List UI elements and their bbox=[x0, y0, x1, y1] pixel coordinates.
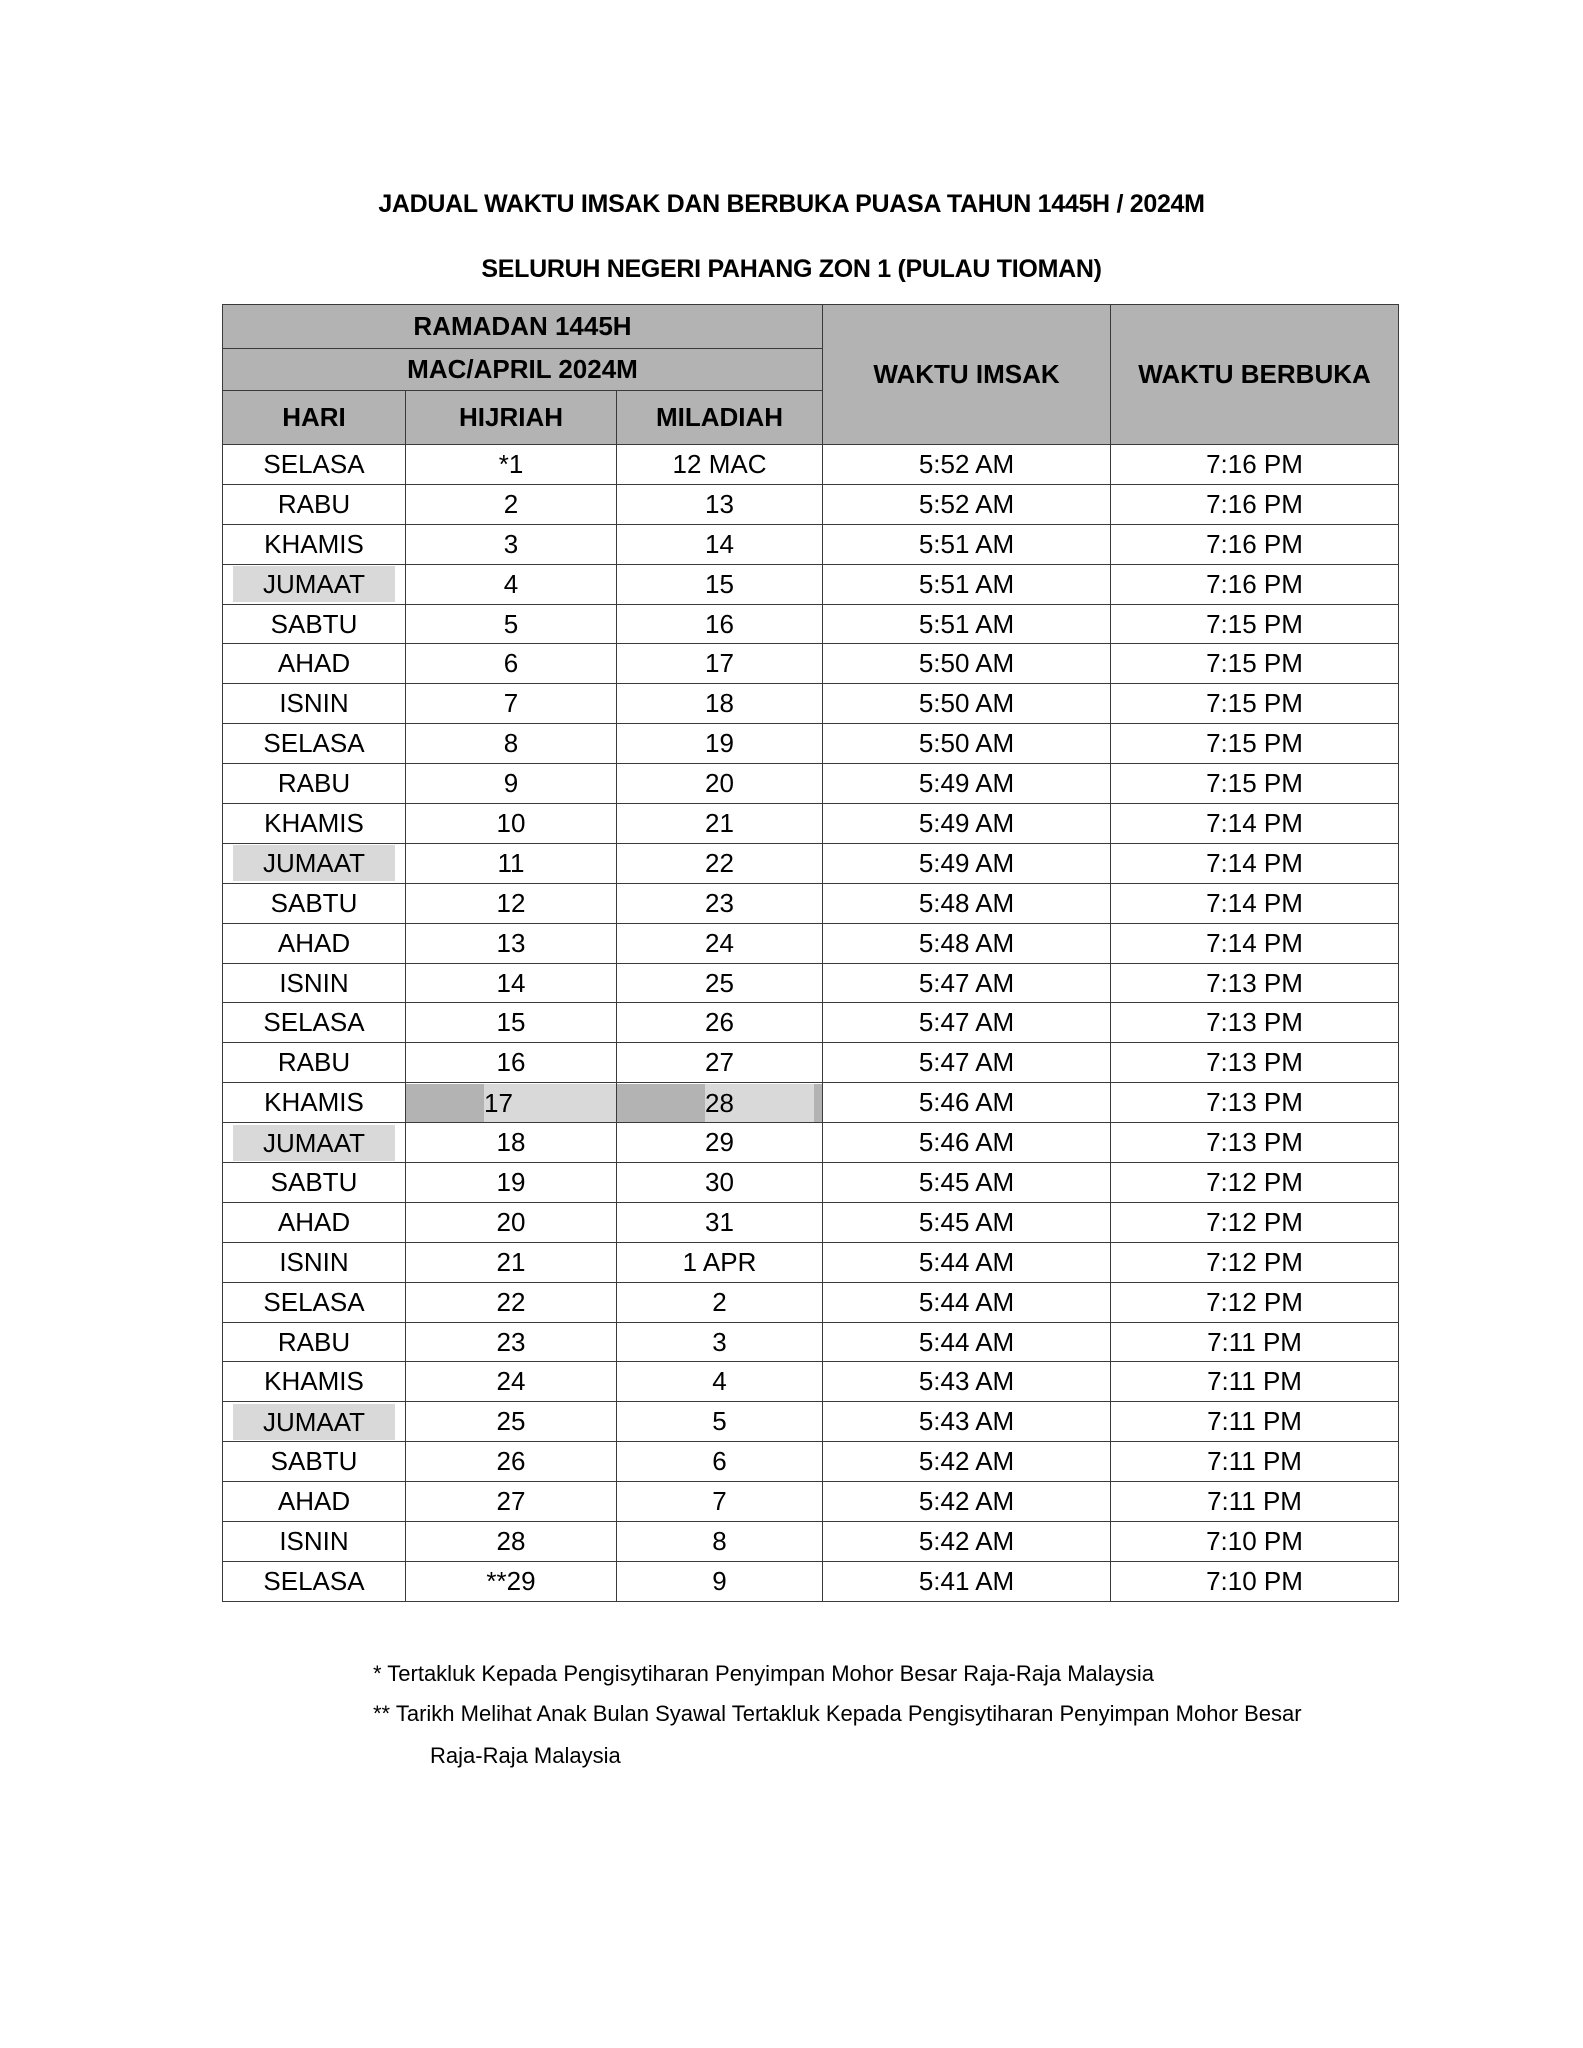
cell-imsak: 5:43 AM bbox=[823, 1402, 1111, 1442]
cell-imsak: 5:51 AM bbox=[823, 564, 1111, 604]
cell-hijriah: 2 bbox=[406, 484, 617, 524]
friday-highlight: JUMAAT bbox=[233, 1125, 395, 1161]
cell-berbuka: 7:12 PM bbox=[1111, 1282, 1399, 1322]
cell-imsak: 5:45 AM bbox=[823, 1163, 1111, 1203]
footnote-single-asterisk: * Tertakluk Kepada Pengisytiharan Penyimpan Mohor Besar Raja-Raja Malaysia bbox=[373, 1661, 1154, 1686]
cell-hijriah: 9 bbox=[406, 764, 617, 804]
cell-imsak: 5:42 AM bbox=[823, 1442, 1111, 1482]
cell-imsak: 5:42 AM bbox=[823, 1522, 1111, 1562]
cell-miladiah: 13 bbox=[617, 484, 823, 524]
cell-imsak: 5:52 AM bbox=[823, 484, 1111, 524]
selection-edge bbox=[814, 1084, 822, 1122]
document-subtitle: SELURUH NEGERI PAHANG ZON 1 (PULAU TIOMAN) bbox=[481, 255, 1102, 283]
cell-imsak: 5:46 AM bbox=[823, 1123, 1111, 1163]
header-month-year: MAC/APRIL 2024M bbox=[223, 349, 823, 391]
cell-miladiah: 14 bbox=[617, 524, 823, 564]
cell-miladiah: 8 bbox=[617, 1522, 823, 1562]
cell-berbuka: 7:15 PM bbox=[1111, 644, 1399, 684]
table-row bbox=[223, 1402, 1399, 1442]
cell-hari: AHAD bbox=[223, 1202, 406, 1242]
table-row bbox=[223, 1522, 1399, 1562]
cell-hari: RABU bbox=[223, 484, 406, 524]
cell-berbuka: 7:13 PM bbox=[1111, 1043, 1399, 1083]
header-ramadan: RAMADAN 1445H bbox=[223, 305, 823, 349]
cell-hijriah: 18 bbox=[406, 1123, 617, 1163]
table-row bbox=[223, 644, 1399, 684]
cell-hijriah: 21 bbox=[406, 1242, 617, 1282]
table-row bbox=[223, 1442, 1399, 1482]
cell-hijriah: 20 bbox=[406, 1202, 617, 1242]
cell-hari: KHAMIS bbox=[223, 1362, 406, 1402]
cell-berbuka: 7:16 PM bbox=[1111, 484, 1399, 524]
cell-imsak: 5:44 AM bbox=[823, 1282, 1111, 1322]
cell-hari: AHAD bbox=[223, 923, 406, 963]
cell-hijriah: 23 bbox=[406, 1322, 617, 1362]
cell-miladiah: 12 MAC bbox=[617, 445, 823, 485]
cell-berbuka: 7:11 PM bbox=[1111, 1322, 1399, 1362]
header-hari: HARI bbox=[223, 391, 406, 445]
cell-miladiah bbox=[617, 1083, 823, 1123]
table-row bbox=[223, 764, 1399, 804]
cell-imsak: 5:45 AM bbox=[823, 1202, 1111, 1242]
table-row bbox=[223, 1123, 1399, 1163]
table-row bbox=[223, 1043, 1399, 1083]
table-row bbox=[223, 923, 1399, 963]
cell-miladiah: 24 bbox=[617, 923, 823, 963]
footnote-double-asterisk: ** Tarikh Melihat Anak Bulan Syawal Tertakluk Kepada Pengisytiharan Penyimpan Mohor Besar bbox=[373, 1701, 1302, 1726]
cell-berbuka: 7:12 PM bbox=[1111, 1163, 1399, 1203]
cell-miladiah: 17 bbox=[617, 644, 823, 684]
schedule-body bbox=[223, 445, 1399, 1602]
table-row bbox=[223, 804, 1399, 844]
cell-berbuka: 7:12 PM bbox=[1111, 1202, 1399, 1242]
cell-miladiah: 27 bbox=[617, 1043, 823, 1083]
cell-berbuka: 7:13 PM bbox=[1111, 963, 1399, 1003]
highlighted-cell bbox=[406, 1084, 616, 1122]
friday-highlight: JUMAAT bbox=[233, 845, 395, 881]
cell-hijriah: 8 bbox=[406, 724, 617, 764]
cell-berbuka: 7:11 PM bbox=[1111, 1482, 1399, 1522]
cell-value: 17 bbox=[484, 1084, 616, 1122]
cell-hari: SABTU bbox=[223, 883, 406, 923]
cell-miladiah: 9 bbox=[617, 1561, 823, 1601]
cell-imsak: 5:51 AM bbox=[823, 524, 1111, 564]
table-row bbox=[223, 724, 1399, 764]
cell-hari: SABTU bbox=[223, 1442, 406, 1482]
cell-berbuka: 7:10 PM bbox=[1111, 1561, 1399, 1601]
cell-miladiah: 1 APR bbox=[617, 1242, 823, 1282]
cell-hari: ISNIN bbox=[223, 1242, 406, 1282]
document-title: JADUAL WAKTU IMSAK DAN BERBUKA PUASA TAHUN 1445H / 2024M bbox=[378, 190, 1205, 218]
cell-berbuka: 7:15 PM bbox=[1111, 604, 1399, 644]
cell-berbuka: 7:15 PM bbox=[1111, 684, 1399, 724]
cell-miladiah: 20 bbox=[617, 764, 823, 804]
cell-hijriah: 25 bbox=[406, 1402, 617, 1442]
cell-hari: RABU bbox=[223, 1043, 406, 1083]
cell-miladiah: 31 bbox=[617, 1202, 823, 1242]
cell-hijriah bbox=[406, 1083, 617, 1123]
table-row bbox=[223, 1362, 1399, 1402]
cell-imsak: 5:50 AM bbox=[823, 724, 1111, 764]
table-row bbox=[223, 883, 1399, 923]
selection-shade bbox=[406, 1084, 484, 1122]
cell-imsak: 5:48 AM bbox=[823, 883, 1111, 923]
table-row bbox=[223, 1242, 1399, 1282]
cell-hijriah: 14 bbox=[406, 963, 617, 1003]
cell-hari bbox=[223, 1402, 406, 1442]
table-row bbox=[223, 963, 1399, 1003]
cell-imsak: 5:42 AM bbox=[823, 1482, 1111, 1522]
highlighted-cell bbox=[617, 1084, 822, 1122]
cell-berbuka: 7:11 PM bbox=[1111, 1362, 1399, 1402]
table-row bbox=[223, 484, 1399, 524]
cell-hijriah: 11 bbox=[406, 843, 617, 883]
cell-imsak: 5:49 AM bbox=[823, 764, 1111, 804]
cell-hijriah: 15 bbox=[406, 1003, 617, 1043]
cell-berbuka: 7:10 PM bbox=[1111, 1522, 1399, 1562]
cell-miladiah: 2 bbox=[617, 1282, 823, 1322]
friday-highlight: JUMAAT bbox=[233, 1404, 395, 1440]
cell-hijriah: 4 bbox=[406, 564, 617, 604]
cell-imsak: 5:50 AM bbox=[823, 644, 1111, 684]
table-row bbox=[223, 1482, 1399, 1522]
cell-imsak: 5:44 AM bbox=[823, 1242, 1111, 1282]
cell-hari: ISNIN bbox=[223, 1522, 406, 1562]
cell-hari: SELASA bbox=[223, 445, 406, 485]
cell-hari: SABTU bbox=[223, 1163, 406, 1203]
cell-berbuka: 7:14 PM bbox=[1111, 843, 1399, 883]
cell-hari: RABU bbox=[223, 764, 406, 804]
cell-miladiah: 19 bbox=[617, 724, 823, 764]
cell-hari: AHAD bbox=[223, 1482, 406, 1522]
cell-imsak: 5:47 AM bbox=[823, 963, 1111, 1003]
cell-miladiah: 7 bbox=[617, 1482, 823, 1522]
cell-berbuka: 7:14 PM bbox=[1111, 923, 1399, 963]
selection-shade bbox=[617, 1084, 705, 1122]
cell-hijriah: **29 bbox=[406, 1561, 617, 1601]
table-row bbox=[223, 843, 1399, 883]
cell-imsak: 5:47 AM bbox=[823, 1003, 1111, 1043]
cell-hijriah: 5 bbox=[406, 604, 617, 644]
table-row bbox=[223, 1163, 1399, 1203]
cell-miladiah: 22 bbox=[617, 843, 823, 883]
cell-miladiah: 30 bbox=[617, 1163, 823, 1203]
cell-hari bbox=[223, 564, 406, 604]
table-row bbox=[223, 684, 1399, 724]
cell-hari: KHAMIS bbox=[223, 804, 406, 844]
cell-hijriah: 19 bbox=[406, 1163, 617, 1203]
table-row bbox=[223, 1561, 1399, 1601]
header-waktu-imsak: WAKTU IMSAK bbox=[823, 305, 1111, 445]
cell-miladiah: 5 bbox=[617, 1402, 823, 1442]
table-row bbox=[223, 524, 1399, 564]
cell-miladiah: 16 bbox=[617, 604, 823, 644]
cell-hari: KHAMIS bbox=[223, 524, 406, 564]
header-waktu-berbuka: WAKTU BERBUKA bbox=[1111, 305, 1399, 445]
cell-miladiah: 18 bbox=[617, 684, 823, 724]
cell-hari: SELASA bbox=[223, 724, 406, 764]
cell-imsak: 5:46 AM bbox=[823, 1083, 1111, 1123]
cell-berbuka: 7:16 PM bbox=[1111, 445, 1399, 485]
cell-imsak: 5:48 AM bbox=[823, 923, 1111, 963]
cell-berbuka: 7:14 PM bbox=[1111, 883, 1399, 923]
cell-hijriah: 13 bbox=[406, 923, 617, 963]
cell-berbuka: 7:14 PM bbox=[1111, 804, 1399, 844]
cell-hijriah: 24 bbox=[406, 1362, 617, 1402]
cell-hijriah: 6 bbox=[406, 644, 617, 684]
cell-hijriah: 16 bbox=[406, 1043, 617, 1083]
cell-miladiah: 15 bbox=[617, 564, 823, 604]
cell-imsak: 5:52 AM bbox=[823, 445, 1111, 485]
cell-hijriah: 12 bbox=[406, 883, 617, 923]
cell-hari: KHAMIS bbox=[223, 1083, 406, 1123]
cell-hari: AHAD bbox=[223, 644, 406, 684]
table-row bbox=[223, 1003, 1399, 1043]
cell-imsak: 5:44 AM bbox=[823, 1322, 1111, 1362]
cell-hari: SELASA bbox=[223, 1003, 406, 1043]
cell-imsak: 5:41 AM bbox=[823, 1561, 1111, 1601]
header-hijriah: HIJRIAH bbox=[406, 391, 617, 445]
cell-miladiah: 4 bbox=[617, 1362, 823, 1402]
cell-imsak: 5:50 AM bbox=[823, 684, 1111, 724]
cell-miladiah: 23 bbox=[617, 883, 823, 923]
cell-berbuka: 7:15 PM bbox=[1111, 724, 1399, 764]
cell-berbuka: 7:12 PM bbox=[1111, 1242, 1399, 1282]
cell-berbuka: 7:16 PM bbox=[1111, 564, 1399, 604]
cell-hari bbox=[223, 843, 406, 883]
cell-miladiah: 29 bbox=[617, 1123, 823, 1163]
cell-berbuka: 7:11 PM bbox=[1111, 1402, 1399, 1442]
table-row bbox=[223, 1282, 1399, 1322]
cell-hari: ISNIN bbox=[223, 684, 406, 724]
cell-miladiah: 25 bbox=[617, 963, 823, 1003]
footnote-double-asterisk-continued: Raja-Raja Malaysia bbox=[430, 1743, 621, 1768]
cell-berbuka: 7:13 PM bbox=[1111, 1123, 1399, 1163]
cell-hari: ISNIN bbox=[223, 963, 406, 1003]
cell-miladiah: 21 bbox=[617, 804, 823, 844]
table-row bbox=[223, 1202, 1399, 1242]
cell-imsak: 5:43 AM bbox=[823, 1362, 1111, 1402]
cell-imsak: 5:47 AM bbox=[823, 1043, 1111, 1083]
cell-berbuka: 7:11 PM bbox=[1111, 1442, 1399, 1482]
cell-hijriah: 10 bbox=[406, 804, 617, 844]
cell-berbuka: 7:13 PM bbox=[1111, 1003, 1399, 1043]
cell-miladiah: 3 bbox=[617, 1322, 823, 1362]
cell-hijriah: 7 bbox=[406, 684, 617, 724]
schedule-table bbox=[222, 304, 1399, 1602]
cell-berbuka: 7:16 PM bbox=[1111, 524, 1399, 564]
table-row bbox=[223, 564, 1399, 604]
table-row bbox=[223, 604, 1399, 644]
table-row bbox=[223, 445, 1399, 485]
table-row bbox=[223, 1322, 1399, 1362]
cell-hari: SABTU bbox=[223, 604, 406, 644]
friday-highlight: JUMAAT bbox=[233, 566, 395, 602]
table-row bbox=[223, 1083, 1399, 1123]
cell-hijriah: 28 bbox=[406, 1522, 617, 1562]
cell-berbuka: 7:13 PM bbox=[1111, 1083, 1399, 1123]
cell-hari bbox=[223, 1123, 406, 1163]
header-miladiah: MILADIAH bbox=[617, 391, 823, 445]
cell-miladiah: 26 bbox=[617, 1003, 823, 1043]
cell-imsak: 5:51 AM bbox=[823, 604, 1111, 644]
cell-value: 28 bbox=[705, 1084, 814, 1122]
cell-hijriah: 22 bbox=[406, 1282, 617, 1322]
cell-imsak: 5:49 AM bbox=[823, 804, 1111, 844]
cell-miladiah: 6 bbox=[617, 1442, 823, 1482]
cell-hijriah: 26 bbox=[406, 1442, 617, 1482]
cell-hijriah: *1 bbox=[406, 445, 617, 485]
cell-hari: SELASA bbox=[223, 1282, 406, 1322]
cell-berbuka: 7:15 PM bbox=[1111, 764, 1399, 804]
cell-imsak: 5:49 AM bbox=[823, 843, 1111, 883]
cell-hari: SELASA bbox=[223, 1561, 406, 1601]
cell-hijriah: 27 bbox=[406, 1482, 617, 1522]
cell-hijriah: 3 bbox=[406, 524, 617, 564]
cell-hari: RABU bbox=[223, 1322, 406, 1362]
